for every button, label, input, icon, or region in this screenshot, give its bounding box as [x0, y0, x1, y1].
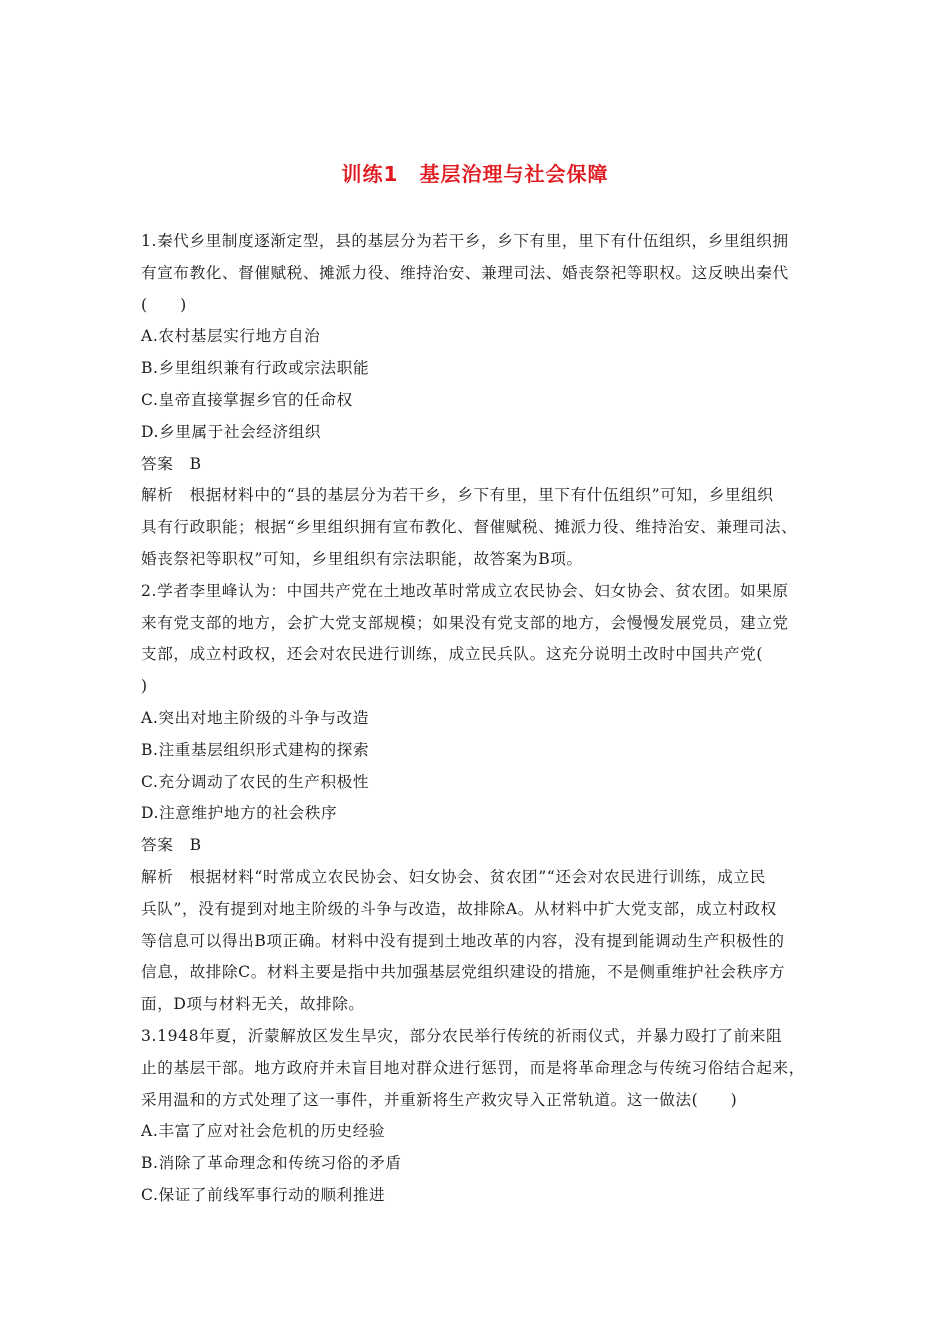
text-line: 2.学者李里峰认为：中国共产党在土地改革时常成立农民协会、妇女协会、贫农团。如果原 [141, 581, 789, 600]
text-line: 1.秦代乡里制度逐渐定型，县的基层分为若干乡，乡下有里，里下有什伍组织，乡里组织拥 [141, 232, 789, 250]
text-line: 来有党支部的地方，会扩大党支部规模；如果没有党支部的地方，会慢慢发展党员，建立党 [141, 613, 789, 632]
option-d: D.乡里属于社会经济组织 [141, 422, 322, 441]
text-line: 支部，成立村政权，还会对农民进行训练，成立民兵队。这充分说明土改时中国共产党( [141, 645, 764, 664]
explanation-line: 兵队”，没有提到对地主阶级的斗争与改造，故排除A。从材料中扩大党支部，成立村政权 [141, 899, 777, 918]
option-d: D.注意维护地方的社会秩序 [141, 804, 338, 823]
option-b: B.消除了革命理念和传统习俗的矛盾 [141, 1154, 402, 1173]
page-title: 训练1 基层治理与社会保障 [341, 162, 609, 186]
explanation-line: 解析 根据材料“时常成立农民协会、妇女协会、贫农团”“还会对农民进行训练，成立民 [141, 867, 766, 886]
explanation-line: 信息，故排除C。材料主要是指中共加强基层党组织建设的措施，不是侧重维护社会秩序方 [141, 963, 786, 982]
option-b: B.注重基层组织形式建构的探索 [141, 740, 370, 759]
text-line: 止的基层干部。地方政府并未盲目地对群众进行惩罚，而是将革命理念与传统习俗结合起来， [141, 1058, 805, 1077]
option-c: C.皇帝直接掌握乡官的任命权 [141, 390, 353, 409]
explanation-line: 解析 根据材料中的“县的基层分为若干乡，乡下有里，里下有什伍组织”可知，乡里组织 [141, 486, 774, 505]
text-line: 3.1948年夏，沂蒙解放区发生旱灾，部分农民举行传统的祈雨仪式，并暴力殴打了前来阻 [141, 1026, 783, 1045]
option-c: C.充分调动了农民的生产积极性 [141, 772, 370, 791]
explanation-line: 婚丧祭祀等职权”可知，乡里组织有宗法职能，故答案为B项。 [141, 549, 583, 568]
option-a: A.丰富了应对社会危机的历史经验 [141, 1122, 386, 1141]
text-line: ) [141, 677, 148, 696]
text-line: ( ) [141, 295, 187, 314]
option-a: A.突出对地主阶级的斗争与改造 [141, 708, 369, 727]
explanation-line: 等信息可以得出B项正确。材料中没有提到土地改革的内容，没有提到能调动生产积极性的 [141, 931, 785, 950]
option-c: C.保证了前线军事行动的顺利推进 [141, 1185, 386, 1204]
option-b: B.乡里组织兼有行政或宗法职能 [141, 359, 370, 378]
text-line: 有宣布教化、督催赋税、摊派力役、维持治安、兼理司法、婚丧祭祀等职权。这反映出秦代 [141, 263, 789, 282]
explanation-line: 面，D项与材料无关，故排除。 [141, 995, 365, 1014]
explanation-line: 具有行政职能；根据“乡里组织拥有宣布教化、督催赋税、摊派力役、维持治安、兼理司法、 [141, 518, 798, 537]
answer: 答案 B [141, 836, 202, 855]
document-body [141, 226, 813, 1212]
option-a: A.农村基层实行地方自治 [141, 327, 321, 346]
text-line: 采用温和的方式处理了这一事件，并重新将生产救灾导入正常轨道。这一做法( ) [141, 1090, 738, 1109]
answer: 答案 B [141, 454, 202, 473]
